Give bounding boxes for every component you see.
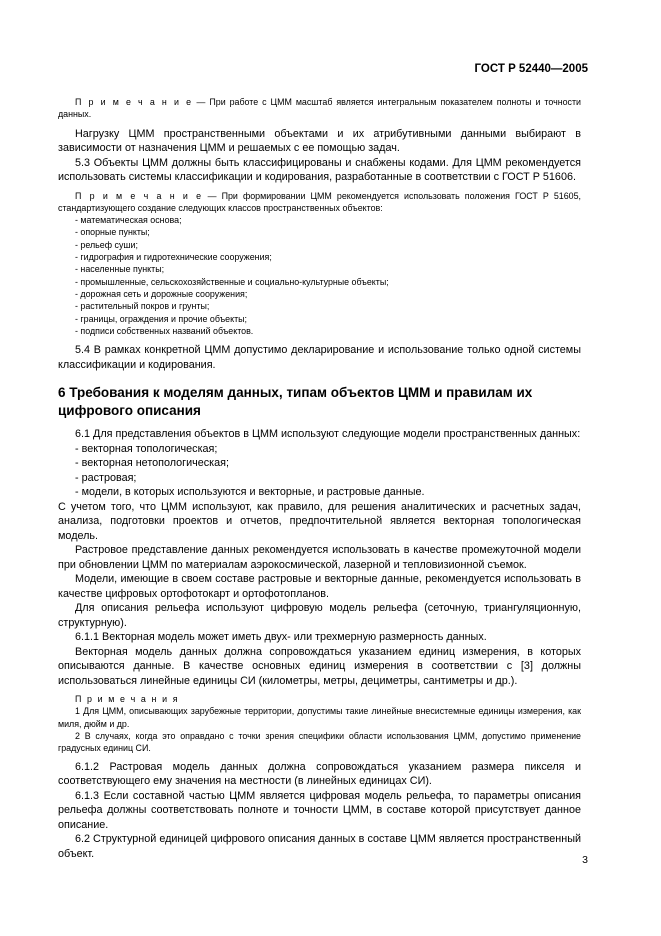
note-1 xyxy=(58,96,581,121)
list-item: - растительный покров и грунты; xyxy=(75,301,210,312)
list-item: - дорожная сеть и дорожные сооружения; xyxy=(75,288,248,299)
paragraph: Векторная модель данных должна сопровождаться указанием единиц измерения, в которых описываются данные. В качестве основных единиц измерения в соответствии с [3] должны использоваться линейные единицы СИ (километры, метры, дециметры, сантиметры и др.). xyxy=(58,645,581,687)
list-item: - модели, в которых используются и векторные, и растровые данные. xyxy=(75,486,425,499)
note-text: — При формировании ЦММ рекомендуется использовать положения ГОСТ Р 51605, стандартизующего создание следующих классов пространственных объектов: xyxy=(58,190,581,213)
list-item: - векторная нетопологическая; xyxy=(75,457,229,470)
note-2 xyxy=(58,190,581,215)
list-item: - векторная топологическая; xyxy=(75,442,218,455)
list-item: - гидрография и гидротехнические сооружения; xyxy=(75,252,272,263)
note-label: П р и м е ч а н и е xyxy=(75,190,203,201)
list-item: - подписи собственных названий объектов. xyxy=(75,325,254,336)
list-item: - рельеф суши; xyxy=(75,239,138,250)
note-text: — При работе с ЦММ масштаб является интегральным показателем полноты и точности данных. xyxy=(58,97,581,120)
list-item: - населенные пункты; xyxy=(75,264,165,275)
section-6-heading: 6 Требования к моделям данных, типам объектов ЦММ и правилам их цифрового описания xyxy=(58,385,533,418)
paragraph-6-1: 6.1 Для представления объектов в ЦММ используют следующие модели пространственных данных: xyxy=(75,428,581,441)
list-item: - опорные пункты; xyxy=(75,227,150,238)
paragraph: Модели, имеющие в своем составе растровые и векторные данные, рекомендуется использовать в качестве цифровых ортофотокарт и ортофотопланов. xyxy=(58,573,581,600)
paragraph: Нагрузку ЦММ пространственными объектами и их атрибутивными данными выбирают в зависимости от назначения ЦММ и решаемых с ее помощью задач. xyxy=(58,127,581,155)
note-3: 1 Для ЦММ, описывающих зарубежные территории, допустимы такие линейные внесистемные единицы измерения, как миля, дюйм и др. xyxy=(58,706,581,729)
paragraph-5-3: 5.3 Объекты ЦММ должны быть классифицированы и снабжены кодами. Для ЦММ рекомендуется использовать системы классификации и кодирования, разработанные в соответствии с ГОСТ Р 51606. xyxy=(58,156,581,184)
note-label: П р и м е ч а н и е xyxy=(75,97,193,107)
page-body xyxy=(58,96,581,861)
paragraph-6-1-1: 6.1.1 Векторная модель может иметь двух- или трехмерную размерность данных. xyxy=(75,631,487,644)
paragraph: Растровое представление данных рекомендуется использовать в качестве промежуточной модели при обновлении ЦММ по материалам аэрокосмической, лазерной и тепловизионной съемок. xyxy=(58,544,581,571)
paragraph: С учетом того, что ЦММ используют, как правило, для решения аналитических и расчетных задач, анализа, подготовки проектов и отчетов, предпочтительной является векторная топологическая модель. xyxy=(58,500,581,542)
paragraph: Для описания рельефа используют цифровую модель рельефа (сеточную, триангуляционную, структурную). xyxy=(58,602,581,629)
document-id: ГОСТ Р 52440—2005 xyxy=(474,63,588,75)
paragraph-6-1-2: 6.1.2 Растровая модель данных должна сопровождаться указанием размера пикселя и соответствующего ему значения на местности (в линейных единицах СИ). xyxy=(58,760,581,788)
paragraph-5-4: 5.4 В рамках конкретной ЦММ допустимо декларирование и использование только одной системы классификации и кодирования. xyxy=(58,344,581,371)
page-number: 3 xyxy=(582,854,588,866)
paragraph-6-1-3: 6.1.3 Если составной частью ЦММ является цифровая модель рельефа, то параметры описания рельефа должны соответствовать полноте и точности ЦММ, в составе которой присутствует данное описание. xyxy=(58,789,581,831)
list-item: - математическая основа; xyxy=(75,215,182,226)
paragraph-6-2: 6.2 Структурной единицей цифрового описания данных в составе ЦММ является пространственный объект. xyxy=(58,833,581,860)
notes-label: П р и м е ч а н и я xyxy=(75,694,180,705)
list-item: - промышленные, сельскохозяйственные и социально-культурные объекты; xyxy=(75,276,389,287)
data-model-list xyxy=(58,442,581,500)
note-4: 2 В случаях, когда это оправдано с точки зрения специфики области использования ЦММ, допустимо применение градусных единиц СИ. xyxy=(58,731,581,754)
list-item: - растровая; xyxy=(75,471,137,484)
object-class-list xyxy=(58,214,581,337)
list-item: - границы, ограждения и прочие объекты; xyxy=(75,313,247,324)
